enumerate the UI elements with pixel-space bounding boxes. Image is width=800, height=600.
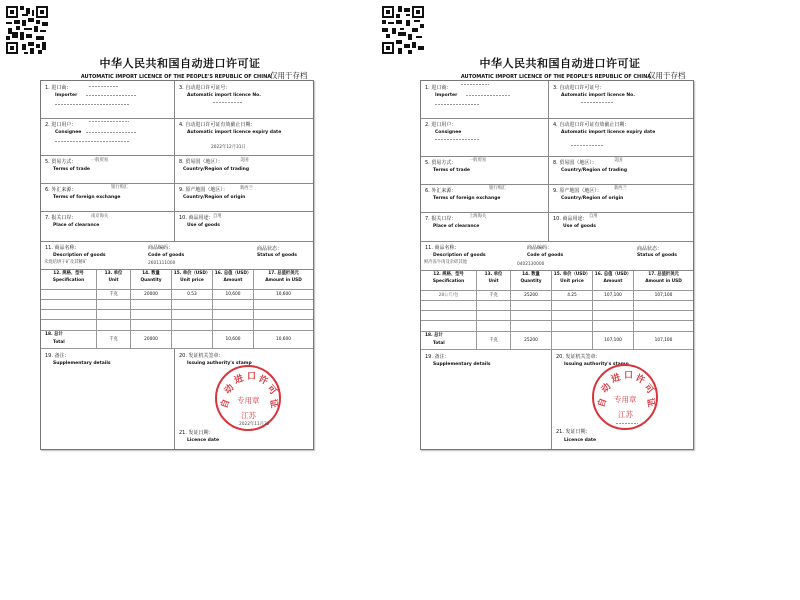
redacted-text xyxy=(571,145,603,146)
table-cell-empty xyxy=(552,311,593,321)
table-total-quantity: 25200 xyxy=(511,332,552,350)
field-label-en: Description of goods xyxy=(433,253,486,258)
archive-note: 仅用于存档 xyxy=(648,71,686,80)
status-label-cn: 商品状态： xyxy=(257,246,283,252)
table-cell-empty xyxy=(552,301,593,311)
table-cell-empty xyxy=(593,311,634,321)
form-row-importer xyxy=(41,81,313,119)
licence-title-cn: 中华人民共和国自动进口许可证 xyxy=(99,57,261,70)
field-consignee xyxy=(421,118,549,156)
field-importer xyxy=(421,81,549,118)
status-label-cn: 商品状态： xyxy=(637,246,663,252)
field-place-of-clearance xyxy=(421,212,549,241)
field-country-of-trading xyxy=(549,156,693,184)
field-importer xyxy=(41,81,175,118)
table-cell-unit-price: 4.25 xyxy=(552,291,593,301)
field-licence-no xyxy=(175,81,313,118)
licence-document-1 xyxy=(0,0,340,520)
field-label-cn: 3. 自动进口许可证号： xyxy=(179,85,231,91)
field-value: 鲜冷冻牛肉及杂碎其他 xyxy=(424,260,467,265)
field-label-cn: 21. 发证日期： xyxy=(556,429,591,435)
field-label-cn: 20. 发证机关签章： xyxy=(556,354,601,360)
field-label-cn: 4. 自动进口许可证有效截止日期： xyxy=(179,122,256,128)
table-cell-empty xyxy=(172,310,213,320)
field-label-cn: 11. 商品名称： xyxy=(425,245,460,251)
field-value: 美国 xyxy=(614,158,623,163)
field-label-en: Automatic import licence expiry date xyxy=(187,130,282,135)
redacted-text xyxy=(435,139,480,140)
redacted-text xyxy=(466,95,511,96)
field-value: 银行购汇 xyxy=(489,186,507,191)
field-label-en: Terms of foreign exchange xyxy=(53,195,121,200)
field-expiry-date xyxy=(175,118,313,155)
table-cell-empty xyxy=(593,321,634,332)
field-foreign-exchange xyxy=(41,183,175,211)
table-total-amount-usd: 107,100 xyxy=(634,332,693,350)
field-label-cn: 3. 自动进口许可证号： xyxy=(553,85,605,91)
redacted-text xyxy=(86,95,136,96)
table-cell-unit-price: 0.53 xyxy=(172,290,213,300)
field-label-cn: 9. 原产地国（地区）： xyxy=(179,187,228,193)
form-row-consignee xyxy=(41,118,313,156)
table-cell-empty xyxy=(213,310,254,320)
table-header-amount: 16. 总值（USD） Amount xyxy=(593,270,634,291)
redacted-text xyxy=(461,84,489,85)
field-label-cn: 4. 自动进口许可证有效截止日期： xyxy=(553,122,630,128)
table-cell-empty xyxy=(254,300,313,310)
field-licence-no xyxy=(549,81,693,118)
field-terms-of-trade xyxy=(421,156,549,184)
field-supplementary-details xyxy=(41,349,175,449)
table-cell-empty xyxy=(41,300,97,310)
redacted-text xyxy=(435,104,480,105)
table-cell-empty xyxy=(421,311,477,321)
field-label-en: Use of goods xyxy=(563,224,596,229)
table-cell-empty xyxy=(254,320,313,331)
status-label-en: Status of goods xyxy=(637,253,677,258)
field-value: 银行购汇 xyxy=(111,185,129,190)
form-row-bottom xyxy=(41,349,313,449)
code-value: 0402130000 xyxy=(517,262,545,267)
code-label-en: Code of goods xyxy=(527,253,564,258)
field-label-cn: 20. 发证机关签章： xyxy=(179,353,224,359)
field-label-en: Automatic import licence expiry date xyxy=(561,130,656,135)
table-cell-empty xyxy=(131,300,172,310)
table-cell-empty xyxy=(97,310,131,320)
field-label-en: Place of clearance xyxy=(433,224,480,229)
field-label-en: Place of clearance xyxy=(53,223,100,228)
redacted-text xyxy=(89,86,119,87)
form-row-clearance xyxy=(41,211,313,242)
table-cell-empty xyxy=(511,311,552,321)
official-stamp: 自 动 进 口 许 可 证 专用章 江苏 2022年11月30 xyxy=(215,365,281,431)
field-label-cn: 7. 报关口岸： xyxy=(425,216,457,222)
redacted-text xyxy=(55,104,130,105)
field-label-cn: 2. 进口用户： xyxy=(425,122,457,128)
licence-form xyxy=(420,80,694,450)
field-label-cn: 5. 贸易方式： xyxy=(45,159,77,165)
field-label-cn: 19. 备注： xyxy=(425,354,450,360)
table-total-amount: 107,100 xyxy=(593,332,634,350)
form-row-exchange xyxy=(421,184,693,213)
table-cell-empty xyxy=(634,321,693,332)
table-cell-empty xyxy=(593,301,634,311)
table-total-unit: 千克 xyxy=(477,332,511,350)
field-country-of-origin xyxy=(175,183,313,211)
table-header-amount: 16. 总值（USD） Amount xyxy=(213,269,254,290)
field-label-cn: 2. 进口用户： xyxy=(45,122,77,128)
stamp-date: 2022年11月30 xyxy=(239,422,270,427)
redacted-text xyxy=(55,141,130,142)
table-cell-empty xyxy=(97,300,131,310)
code-label-cn: 商品编码： xyxy=(148,245,174,251)
table-cell-amount-usd: 10,600 xyxy=(254,290,313,300)
licence-title-en: AUTOMATIC IMPORT LICENCE OF THE PEOPLE'S REPUBLIC OF CHINA xyxy=(460,74,652,80)
table-cell-empty xyxy=(634,301,693,311)
field-label-en: Licence date xyxy=(564,438,597,443)
field-label-en: Supplementary details xyxy=(53,361,111,366)
field-label-en: Automatic import licence No. xyxy=(561,93,635,98)
table-cell-empty xyxy=(511,321,552,332)
table-cell-quantity: 25200 xyxy=(511,291,552,301)
field-label-cn: 10. 商品用途： xyxy=(553,216,588,222)
field-terms-of-trade xyxy=(41,155,175,183)
field-place-of-clearance xyxy=(41,211,175,241)
field-label-en: Issuing authority's stamp xyxy=(564,362,629,367)
redacted-text xyxy=(89,121,129,122)
table-total-quantity: 20000 xyxy=(131,331,172,349)
field-value: 未烧结烘干矿及其精矿 xyxy=(44,260,87,265)
field-label-cn: 10. 商品用途： xyxy=(179,215,214,221)
field-label-en: Consignee xyxy=(435,130,462,135)
table-cell-empty xyxy=(41,310,97,320)
field-label-cn: 19. 备注： xyxy=(45,353,70,359)
table-cell-empty xyxy=(254,310,313,320)
archive-note: 仅用于存档 xyxy=(270,71,308,80)
table-header-quantity: 14. 数量 Quantity xyxy=(511,270,552,291)
table-header-quantity: 14. 数量 Quantity xyxy=(131,269,172,290)
form-row-trade xyxy=(421,156,693,185)
field-label-en: Automatic import licence No. xyxy=(187,93,261,98)
field-label-cn: 6. 外汇来源： xyxy=(45,187,77,193)
form-row-exchange xyxy=(41,183,313,212)
table-cell-empty xyxy=(477,301,511,311)
table-total-label: 18. 总计 Total xyxy=(421,332,477,350)
field-value: 新西兰 xyxy=(240,186,253,191)
table-cell-quantity: 20000 xyxy=(131,290,172,300)
table-cell-amount: 107,100 xyxy=(593,291,634,301)
field-value: 南京海关 xyxy=(91,214,109,219)
table-cell-empty xyxy=(172,320,213,331)
redacted-text xyxy=(86,132,136,133)
table-header-unit-price: 15. 单价（USD） Unit price xyxy=(552,270,593,291)
field-label-en: Terms of trade xyxy=(433,168,470,173)
table-cell-empty xyxy=(477,321,511,332)
stamp-bottom-text: 江苏 xyxy=(241,411,256,420)
field-country-of-origin xyxy=(549,184,693,212)
table-cell-amount-usd: 107,100 xyxy=(634,291,693,301)
table-cell-unit: 千克 xyxy=(477,291,511,301)
form-row-goods xyxy=(421,241,693,271)
field-label-en: Terms of trade xyxy=(53,167,90,172)
qr-code-icon xyxy=(6,6,48,54)
field-label-cn: 1. 进口商： xyxy=(425,85,452,91)
field-label-en: Country/Region of trading xyxy=(561,168,628,173)
table-header-amount-usd: 17. 总值折美元 Amount in USD xyxy=(254,269,313,290)
licence-title-cn: 中华人民共和国自动进口许可证 xyxy=(479,57,641,70)
table-cell-empty xyxy=(634,311,693,321)
table-cell-empty xyxy=(421,301,477,311)
field-label-en: Supplementary details xyxy=(433,362,491,367)
table-total-amount-usd: 10,600 xyxy=(254,331,313,349)
field-label-en: Consignee xyxy=(55,130,82,135)
table-cell-empty xyxy=(213,300,254,310)
table-cell-amount: 10,600 xyxy=(213,290,254,300)
field-label-en: Importer xyxy=(435,93,458,98)
field-label-en: Country/Region of trading xyxy=(183,167,250,172)
table-total-unit-price xyxy=(172,331,213,349)
field-value: 上海海关 xyxy=(469,214,487,219)
table-header-unit: 13. 单位 Unit xyxy=(97,269,131,290)
field-label-en: Terms of foreign exchange xyxy=(433,196,501,201)
table-header-amount-usd: 17. 总值折美元 Amount in USD xyxy=(634,270,693,291)
field-value: 一般贸易 xyxy=(469,158,487,163)
table-cell-empty xyxy=(213,320,254,331)
field-expiry-date xyxy=(549,118,693,156)
field-label-cn: 5. 贸易方式： xyxy=(425,160,457,166)
licence-document-2 xyxy=(376,0,716,520)
field-value: 2022年12月31日 xyxy=(211,145,246,150)
field-value: 新西兰 xyxy=(614,186,627,191)
table-cell-empty xyxy=(41,320,97,331)
licence-title-en: AUTOMATIC IMPORT LICENCE OF THE PEOPLE'S REPUBLIC OF CHINA xyxy=(80,74,272,80)
table-total-amount: 10,600 xyxy=(213,331,254,349)
table-header-spec: 12. 规格、型号 Specification xyxy=(41,269,97,290)
field-label-cn: 9. 原产地国（地区）： xyxy=(553,188,602,194)
table-header-spec: 12. 规格、型号 Specification xyxy=(421,270,477,291)
field-label-en: Use of goods xyxy=(187,223,220,228)
field-label-cn: 21. 发证日期： xyxy=(179,430,214,436)
table-header-unit-price: 15. 单价（USD） Unit price xyxy=(172,269,213,290)
table-header-unit: 13. 单位 Unit xyxy=(477,270,511,291)
field-label-en: Importer xyxy=(55,93,78,98)
field-supplementary-details xyxy=(421,350,552,449)
field-value: 一般贸易 xyxy=(91,158,109,163)
field-value: 自用 xyxy=(213,214,222,219)
field-label-en: Country/Region of origin xyxy=(561,196,624,201)
table-total-unit-price xyxy=(552,332,593,350)
table-total-unit: 千克 xyxy=(97,331,131,349)
table-total-label: 18. 总计 Total xyxy=(41,331,97,349)
table-cell-spec: 28公斤/包 xyxy=(421,291,477,301)
form-row-bottom xyxy=(421,350,693,449)
licence-form xyxy=(40,80,314,450)
field-use-of-goods xyxy=(175,211,313,241)
field-value: 自用 xyxy=(589,214,598,219)
table-cell-empty xyxy=(477,311,511,321)
redacted-text xyxy=(213,102,243,103)
field-foreign-exchange xyxy=(421,184,549,212)
stamp-bottom-text: 江苏 xyxy=(618,410,633,419)
goods-table xyxy=(41,269,313,359)
field-label-en: Issuing authority's stamp xyxy=(187,361,252,366)
redacted-text xyxy=(616,423,638,424)
field-consignee xyxy=(41,118,175,155)
field-label-en: Country/Region of origin xyxy=(183,195,246,200)
form-row-clearance xyxy=(421,212,693,242)
goods-table xyxy=(421,270,693,360)
status-label-en: Status of goods xyxy=(257,253,297,258)
field-country-of-trading xyxy=(175,155,313,183)
code-label-en: Code of goods xyxy=(148,253,185,258)
code-label-cn: 商品编码： xyxy=(527,245,553,251)
table-cell-empty xyxy=(511,301,552,311)
field-value: 美国 xyxy=(240,158,249,163)
stamp-center-text: 专用章 xyxy=(614,395,637,404)
stamp-center-text: 专用章 xyxy=(237,396,260,405)
table-cell-empty xyxy=(131,310,172,320)
field-label-cn: 8. 贸易国（地区）： xyxy=(179,159,223,165)
form-row-importer xyxy=(421,81,693,119)
table-cell-empty xyxy=(421,321,477,332)
field-label-cn: 6. 外汇来源： xyxy=(425,188,457,194)
table-cell-empty xyxy=(172,300,213,310)
form-row-goods xyxy=(41,241,313,270)
table-cell-spec xyxy=(41,290,97,300)
code-value: 2601111000 xyxy=(148,261,176,266)
field-use-of-goods xyxy=(549,212,693,241)
redacted-text xyxy=(581,102,613,103)
field-label-cn: 11. 商品名称： xyxy=(45,245,80,251)
table-cell-unit: 千克 xyxy=(97,290,131,300)
form-row-trade xyxy=(41,155,313,184)
official-stamp: 自 动 进 口 许 可 证 专用章 江苏 xyxy=(592,364,658,430)
field-label-cn: 1. 进口商： xyxy=(45,85,72,91)
field-label-en: Description of goods xyxy=(53,253,106,258)
table-cell-empty xyxy=(131,320,172,331)
table-cell-empty xyxy=(552,321,593,332)
field-issuing-authority xyxy=(552,350,693,449)
field-label-cn: 8. 贸易国（地区）： xyxy=(553,160,597,166)
field-label-cn: 7. 报关口岸： xyxy=(45,215,77,221)
field-issuing-authority xyxy=(175,349,313,449)
table-cell-empty xyxy=(97,320,131,331)
form-row-consignee xyxy=(421,118,693,157)
qr-code-icon xyxy=(382,6,424,54)
field-label-en: Licence date xyxy=(187,438,220,443)
